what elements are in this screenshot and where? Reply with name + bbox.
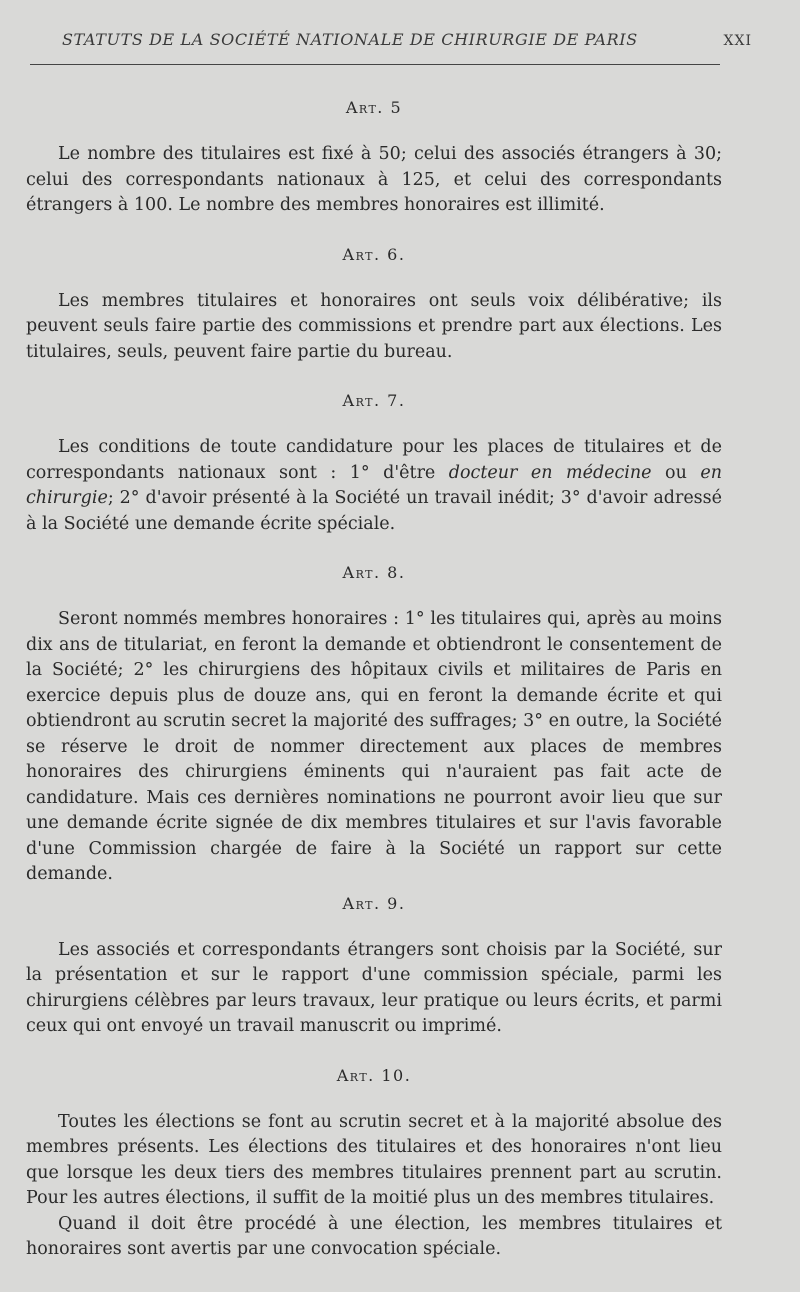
article-8: [26, 561, 722, 888]
document-body: [26, 96, 722, 1287]
running-header: [62, 30, 752, 49]
article-10: [26, 1064, 722, 1263]
article-paragraph: Les membres titulaires et honoraires ont seuls voix délibérative; ils peuvent seuls faire partie des commissions et prendre part aux élections. Les titulaires, seuls, peuvent faire partie du bureau.: [26, 290, 722, 362]
article-paragraph: Seront nommés membres honoraires : 1° les titulaires qui, après au moins dix ans de titulariat, en feront la demande et obtiendront le consentement de la Société; 2° les chirurgiens des hôpitaux civils et militaires de Paris en exercice depuis plus de douze ans, qui en feront la demande écrite et qui obtiendront au scrutin secret la majorité des suffrages; 3° en outre, la Société se réserve le droit de nommer directement aux places de membres honoraires des chirurgiens éminents qui n'auraient pas fait acte de candidature. Mais ces dernières nominations ne pourront avoir lieu que sur une demande écrite signée de dix membres titulaires et sur l'avis favorable d'une Commission chargée de faire à la Société un rapport sur cette demande.: [26, 609, 722, 884]
article-heading: Art. 10.: [336, 1065, 412, 1085]
article-heading: Art. 7.: [342, 391, 406, 410]
article-paragraph: Le nombre des titulaires est fixé à 50; celui des associés étrangers à 30; celui des correspondants nationaux à 125, et celui des correspondants étrangers à 100. Le nombre des membres honoraires est illimité.: [26, 144, 722, 215]
article-heading: Art. 6.: [342, 244, 406, 264]
running-title: STATUTS DE LA SOCIÉTÉ NATIONALE DE CHIRURGIE DE PARIS: [62, 30, 638, 49]
article-paragraph: Les conditions de toute candidature pour les places de titulaires et de correspondants nationaux sont : 1° d'être docteur en médecine ou en chirurgie; 2° d'avoir présenté à la Société un travail inédit; 3° d'avoir adressé à la Société une demande écrite spéciale.: [26, 437, 722, 534]
article-paragraph: Quand il doit être procédé à une élection, les membres titulaires et honoraires sont avertis par une convocation spéciale.: [26, 1213, 722, 1259]
article-heading: Art. 8.: [342, 563, 406, 582]
emphasis-text: docteur en médecine: [448, 462, 652, 483]
article-heading: Art. 5: [345, 98, 403, 117]
article-5: [26, 96, 722, 219]
page-number: XXI: [723, 33, 752, 49]
header-rule: [30, 64, 720, 65]
article-9: [26, 892, 722, 1040]
article-heading: Art. 9.: [342, 893, 406, 913]
article-paragraph: Toutes les élections se font au scrutin secret et à la majorité absolue des membres présents. Les élections des titulaires et des honoraires n'ont lieu que lorsque les deux tiers des membres titulaires prennent part au scrutin. Pour les autres élections, il suffit de la moitié plus un des membres titulaires.: [26, 1111, 722, 1208]
emphasis-text: en chirurgie: [26, 462, 722, 508]
article-paragraph: Les associés et correspondants étrangers sont choisis par la Société, sur la présentation et sur le rapport d'une commission spéciale, parmi les chirurgiens célèbres par leurs travaux, leur pratique ou leurs écrits, et parmi ceux qui ont envoyé un travail manuscrit ou imprimé.: [26, 939, 722, 1036]
article-7: [26, 389, 722, 537]
article-6: [26, 243, 722, 366]
